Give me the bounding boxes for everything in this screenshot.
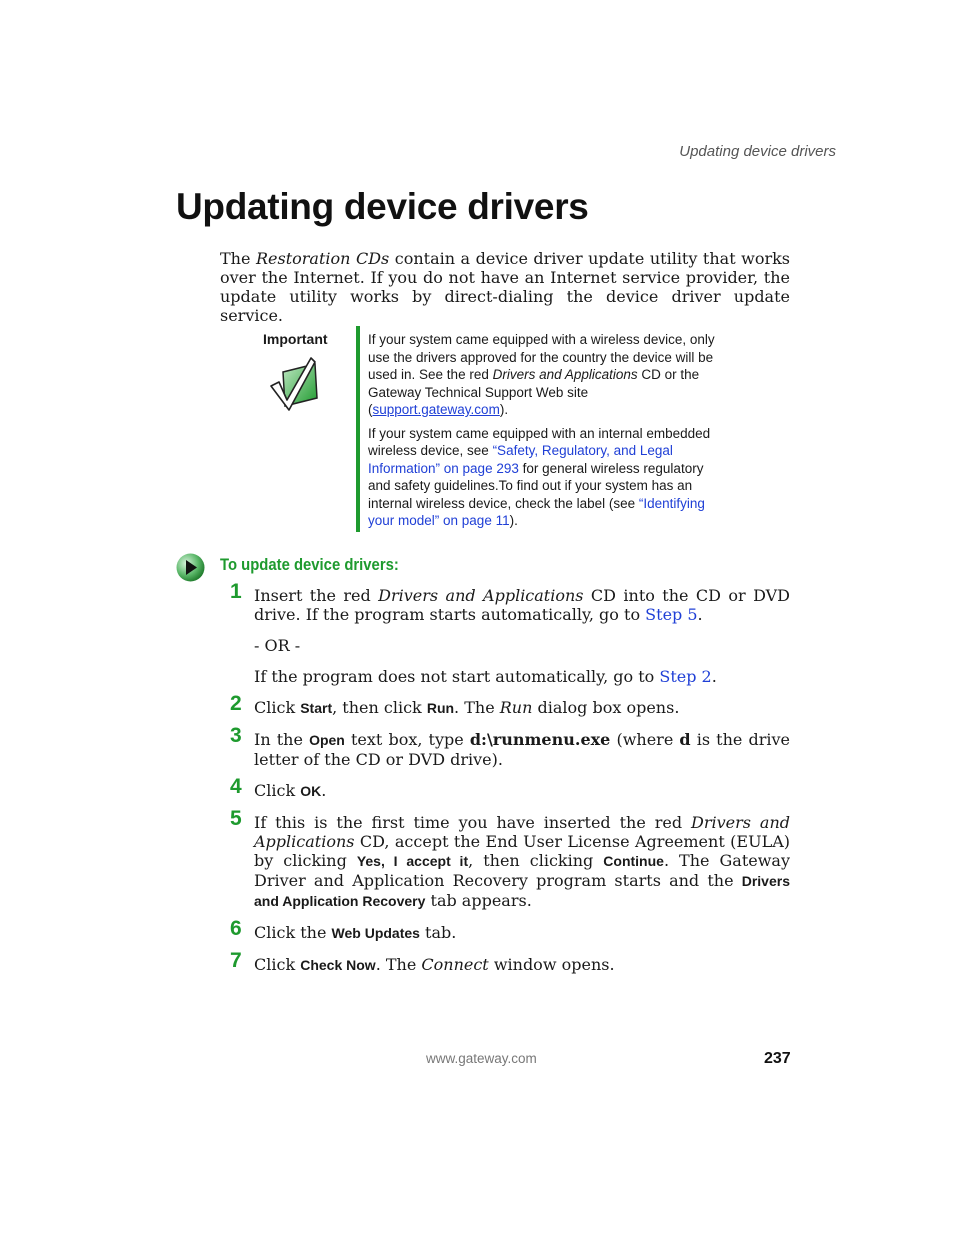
step-number: 4 xyxy=(230,775,242,798)
procedure-title: To update device drivers: xyxy=(220,556,399,574)
important-note xyxy=(368,331,728,536)
step-2: 2 Click Start, then click Run. The Run dialog box opens. xyxy=(230,692,680,717)
or-separator: - OR - xyxy=(254,636,301,655)
intro-paragraph: The Restoration CDs contain a device driver update utility that works over the Internet. If you do not have an Internet service provider, the update utility works by direct-dialing the device driver update service. xyxy=(220,249,791,325)
note-paragraph-2: If your system came equipped with an internal embedded wireless device, see “Safety, Regulatory, and Legal Information” on page 293 for general wireless regulatory and safety guidelines.To find out if your system has an internal wireless device, check the label (see “Identifying your model” on page 11). xyxy=(368,425,711,528)
note-divider xyxy=(356,326,360,532)
page-title: Updating device drivers xyxy=(176,186,589,227)
step-number: 1 xyxy=(230,580,242,603)
step-1: 1 Insert the red Drivers and Applications CD into the CD or DVD drive. If the program starts automatically, go to Step 5. - OR - If the program does not start automatically, go to Step 2. xyxy=(230,580,791,686)
step-5: 5 If this is the first time you have inserted the red Drivers and Applications CD, accept the End User License Agreement (EULA) by clicking Yes, I accept it, then clicking Continue. The Gateway Driver and Application Recovery program starts and the Drivers and Application Recovery tab appears. xyxy=(230,807,790,910)
safety-regulatory-link[interactable]: “Safety, Regulatory, and Legal Information” on page 293 xyxy=(368,443,673,476)
step-number: 3 xyxy=(230,724,242,747)
steps-list xyxy=(230,580,791,987)
page-number: 237 xyxy=(764,1050,791,1067)
arrow-right-icon xyxy=(176,553,205,582)
step-7: 7 Click Check Now. The Connect window opens. xyxy=(230,949,615,974)
footer-url: www.gateway.com xyxy=(426,1051,537,1066)
step-5-link[interactable]: Step 5 xyxy=(645,605,698,624)
note-paragraph-1: If your system came equipped with a wireless device, only use the drivers approved for the country the device will be used in. See the red Drivers and Applications CD or the Gateway Technical Support Web site (support.gateway.com). xyxy=(368,332,715,417)
important-label: Important xyxy=(263,331,328,347)
support-link[interactable]: support.gateway.com xyxy=(372,402,500,417)
running-header: Updating device drivers xyxy=(679,143,836,160)
checkmark-icon xyxy=(269,356,321,412)
step-3: 3 In the Open text box, type d:\runmenu.exe (where d is the drive letter of the CD or DVD drive). xyxy=(230,724,791,769)
step-number: 6 xyxy=(230,917,242,940)
step-2-link[interactable]: Step 2 xyxy=(659,667,712,686)
step-4: 4 Click OK. xyxy=(230,775,327,800)
step-6: 6 Click the Web Updates tab. xyxy=(230,917,457,942)
step-number: 5 xyxy=(230,807,242,830)
identifying-model-link[interactable]: “Identifying your model” on page 11 xyxy=(368,495,705,528)
step-number: 2 xyxy=(230,692,242,715)
step-number: 7 xyxy=(230,949,242,972)
